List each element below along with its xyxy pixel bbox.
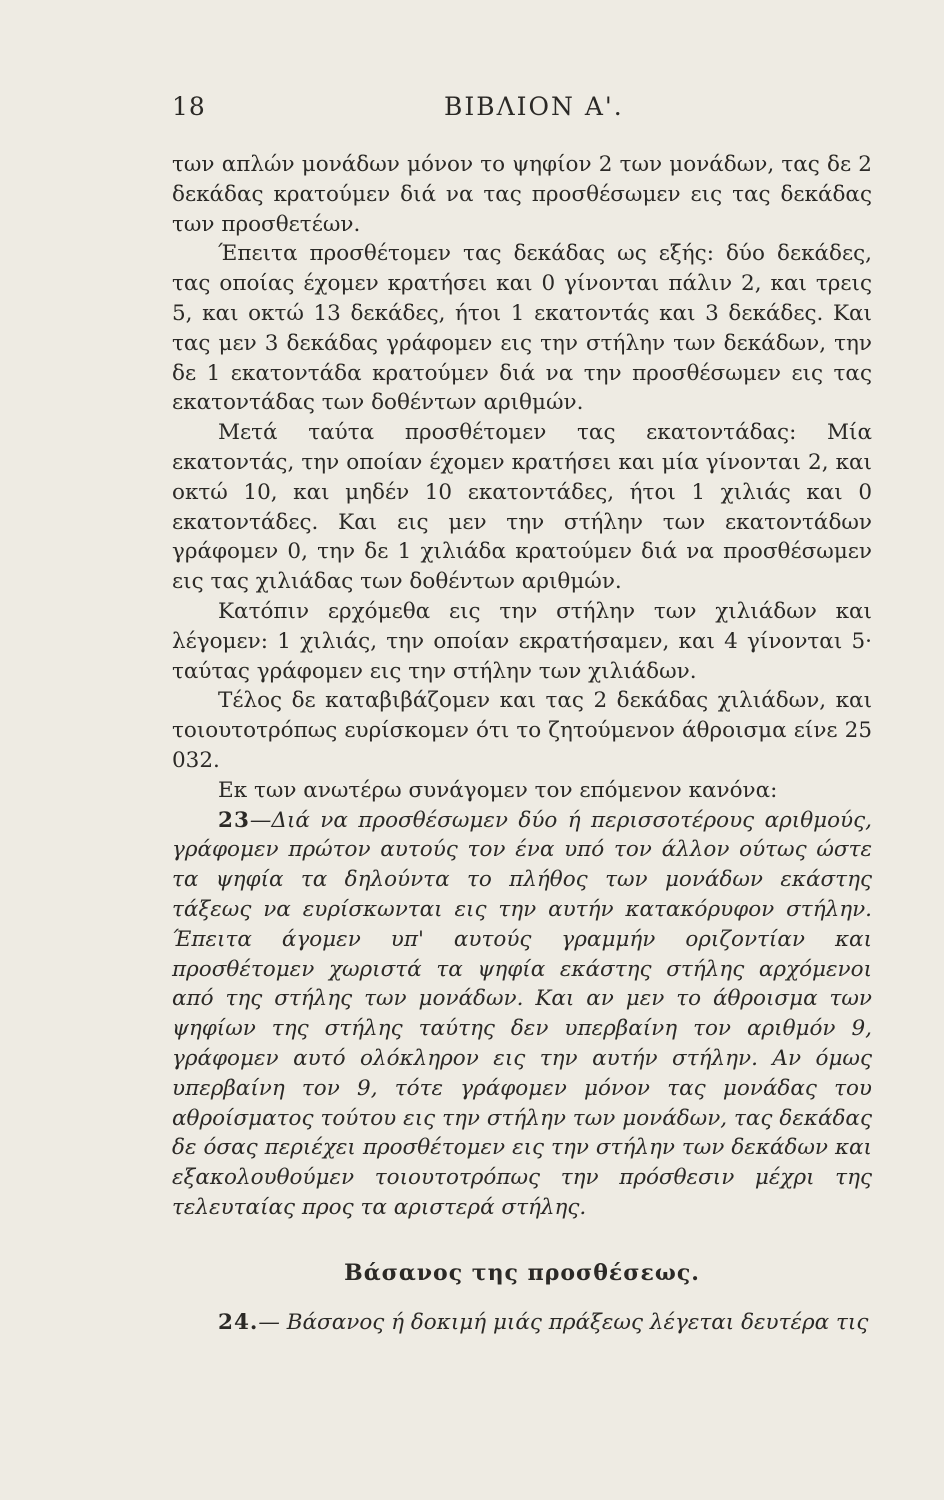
paragraph: των απλών μονάδων μόνον το ψηφίον 2 των μονάδων, τας δε 2 δεκάδας κρατούμεν διά να τας προσθέσωμεν εις τας δεκάδας των προσθετέων. <box>172 152 872 237</box>
paragraph: Εκ των ανωτέρω συνάγομεν τον επόμενον κανόνα: <box>218 777 778 803</box>
running-head <box>172 92 864 126</box>
section-heading: Βάσανος της προσθέσεως. <box>344 1259 700 1286</box>
paragraph: Μετά ταύτα προσθέτομεν τας εκατοντάδας: Μία εκατοντάς, την οποίαν έχομεν κρατήσει και μία γίνονται 2, και οκτώ 10, και μηδέν 10 εκατοντάδες, ήτοι 1 χιλιάς και 0 εκατοντάδες. Και εις μεν την στήλην των εκατοντάδων γράφομεν 0, την δε 1 χιλιάδα κρατούμεν διά να προσθέσωμεν εις τας χιλιάδας των δοθέντων αριθμών. <box>172 420 872 595</box>
paragraph: Τέλος δε καταβιβάζομεν και τας 2 δεκάδας χιλιάδων, και τοιουτοτρόπως ευρίσκομεν ότι το ζητούμενον άθροισμα είνε 25 032. <box>172 688 872 773</box>
page-number: 18 <box>172 92 206 121</box>
next-rule-text: — Βάσανος ή δοκιμή μιάς πράξεως λέγεται δευτέρα τις <box>258 1310 869 1336</box>
book-title: ΒΙΒΛΙΟΝ Α'. <box>444 92 624 121</box>
rule-number: 23 <box>218 807 250 833</box>
paragraph: Έπειτα προσθέτομεν τας δεκάδας ως εξής: δύο δεκάδες, τας οποίας έχομεν κρατήσει και 0 γίνονται πάλιν 2, και τρεις 5, και οκτώ 13 δεκάδες, ήτοι 1 εκατοντάς και 3 δεκάδες. Και τας μεν 3 δεκάδας γράφομεν εις την στήλην των δεκάδων, την δε 1 εκατοντάδα κρατούμεν διά να την προσθέσωμεν εις τας εκατοντάδας των δοθέντων αριθμών. <box>172 241 872 416</box>
rule-paragraph <box>172 806 872 1223</box>
next-rule-paragraph <box>172 1308 872 1338</box>
rule-text: —Διά να προσθέσωμεν δύο ή περισσοτέρους αριθμούς, γράφομεν πρώτον αυτούς τον ένα υπό τον άλλον ούτως ώστε τα ψηφία τα δηλούντα το πλήθος των μονάδων εκάστης τάξεως να ευρίσκωνται εις την αυτήν κατακόρυφον στήλην. Έπειτα άγομεν υπ' αυτούς γραμμήν οριζοντίαν και προσθέτομεν χωριστά τα ψηφία εκάστης στήλης αρχόμενοι από της στήλης των μονάδων. Και αν μεν το άθροισμα των ψηφίων της στήλης ταύτης δεν υπερβαίνη τον αριθμόν 9, γράφομεν αυτό ολόκληρον εις την αυτήν στήλην. Αν όμως υπερβαίνη τον 9, τότε γράφομεν μόνον τας μονάδας του αθροίσματος τούτου εις την στήλην των μονάδων, τας δεκάδας δε όσας περιέχει προσθέτομεν εις την στήλην των δεκάδων και εξακολουθούμεν τοιουτοτρόπως την πρόσθεσιν μέχρι της τελευταίας προς τα αριστερά στήλης. <box>172 807 872 1220</box>
paragraph: Κατόπιν ερχόμεθα εις την στήλην των χιλιάδων και λέγομεν: 1 χιλιάς, την οποίαν εκρατήσαμεν, και 4 γίνονται 5· ταύτας γράφομεν εις την στήλην των χιλιάδων. <box>172 598 872 684</box>
next-rule-number: 24. <box>218 1310 259 1336</box>
body-text <box>172 150 872 1338</box>
